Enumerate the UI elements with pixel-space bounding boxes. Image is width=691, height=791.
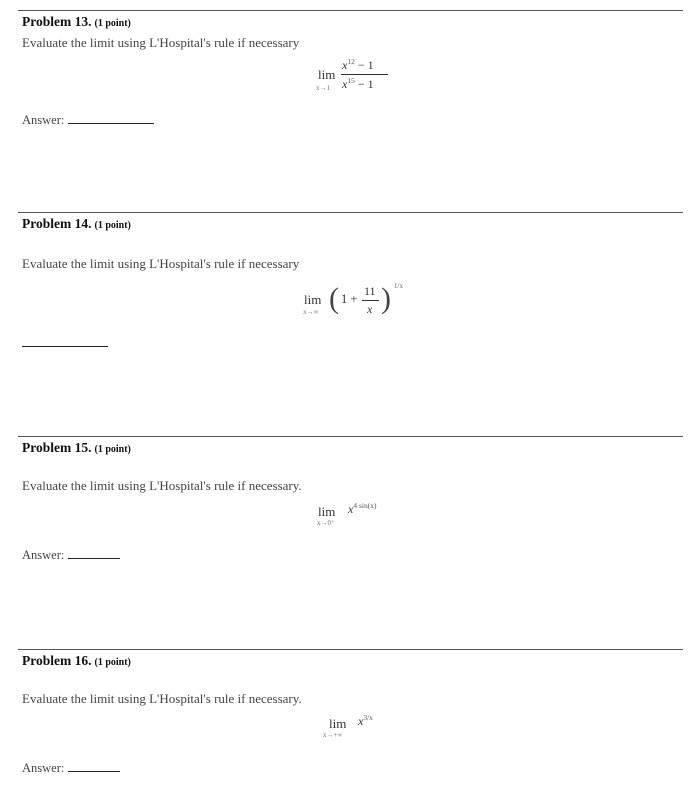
problem-13-answer: Answer:	[22, 113, 154, 128]
lim-subscript: x→1	[316, 84, 330, 92]
right-paren: )	[381, 282, 391, 315]
problem-14-title: Problem 14. (1 point)	[22, 216, 131, 231]
fraction-numerator: $x^{12} - 1$	[342, 57, 374, 72]
lim-subscript: x→0⁺	[317, 519, 335, 527]
problem-14-prompt: Evaluate the limit using L'Hospital's rule if necessary	[22, 256, 300, 271]
problem-14-points: (1 point)	[94, 220, 131, 231]
problem-13-formula	[300, 56, 420, 96]
problem-16-title: Problem 16. (1 point)	[22, 653, 131, 668]
problem-16-answer: Answer:	[22, 761, 120, 776]
lim-label: lim	[318, 504, 336, 519]
exponent: 1/x	[394, 282, 403, 290]
fraction-denominator: $x^{15} - 1$	[342, 76, 374, 91]
lim-subscript: x→∞	[303, 308, 319, 316]
divider-14	[18, 212, 683, 213]
problem-16-points: (1 point)	[94, 657, 131, 668]
answer-13-input[interactable]	[68, 123, 154, 124]
problem-16-formula	[322, 710, 422, 744]
problem-15-title: Problem 15. (1 point)	[22, 440, 131, 455]
fraction-bar	[341, 74, 388, 75]
problem-16-prompt: Evaluate the limit using L'Hospital's rule if necessary.	[22, 691, 302, 706]
problem-15-prompt: Evaluate the limit using L'Hospital's rule if necessary.	[22, 478, 302, 493]
divider-13	[18, 10, 683, 11]
one-plus: 1 +	[341, 292, 358, 306]
power-expression: $x^{3/x}$	[358, 713, 373, 728]
problem-13-prompt: Evaluate the limit using L'Hospital's rule if necessary	[22, 35, 300, 50]
lim-label: lim	[318, 67, 336, 82]
problem-14-formula	[298, 278, 418, 324]
problem-13-points: (1 point)	[94, 18, 131, 29]
answer-14-input[interactable]	[22, 346, 108, 347]
fraction-denominator: x	[367, 302, 373, 316]
answer-15-input[interactable]	[68, 558, 120, 559]
lim-label: lim	[304, 292, 322, 307]
lim-label: lim	[329, 716, 347, 731]
divider-15	[18, 436, 683, 437]
divider-16	[18, 649, 683, 650]
fraction-numerator: 11	[364, 284, 376, 298]
fraction-bar	[362, 300, 379, 301]
problem-15-formula	[315, 498, 415, 532]
left-paren: (	[329, 282, 339, 315]
problem-15-answer: Answer:	[22, 548, 120, 563]
power-expression: $x^{4 sin(x)}$	[348, 501, 377, 516]
problem-13-title: Problem 13. (1 point)	[22, 14, 131, 29]
answer-16-input[interactable]	[68, 771, 120, 772]
lim-subscript: x→+∞	[323, 731, 343, 739]
problem-15-points: (1 point)	[94, 444, 131, 455]
